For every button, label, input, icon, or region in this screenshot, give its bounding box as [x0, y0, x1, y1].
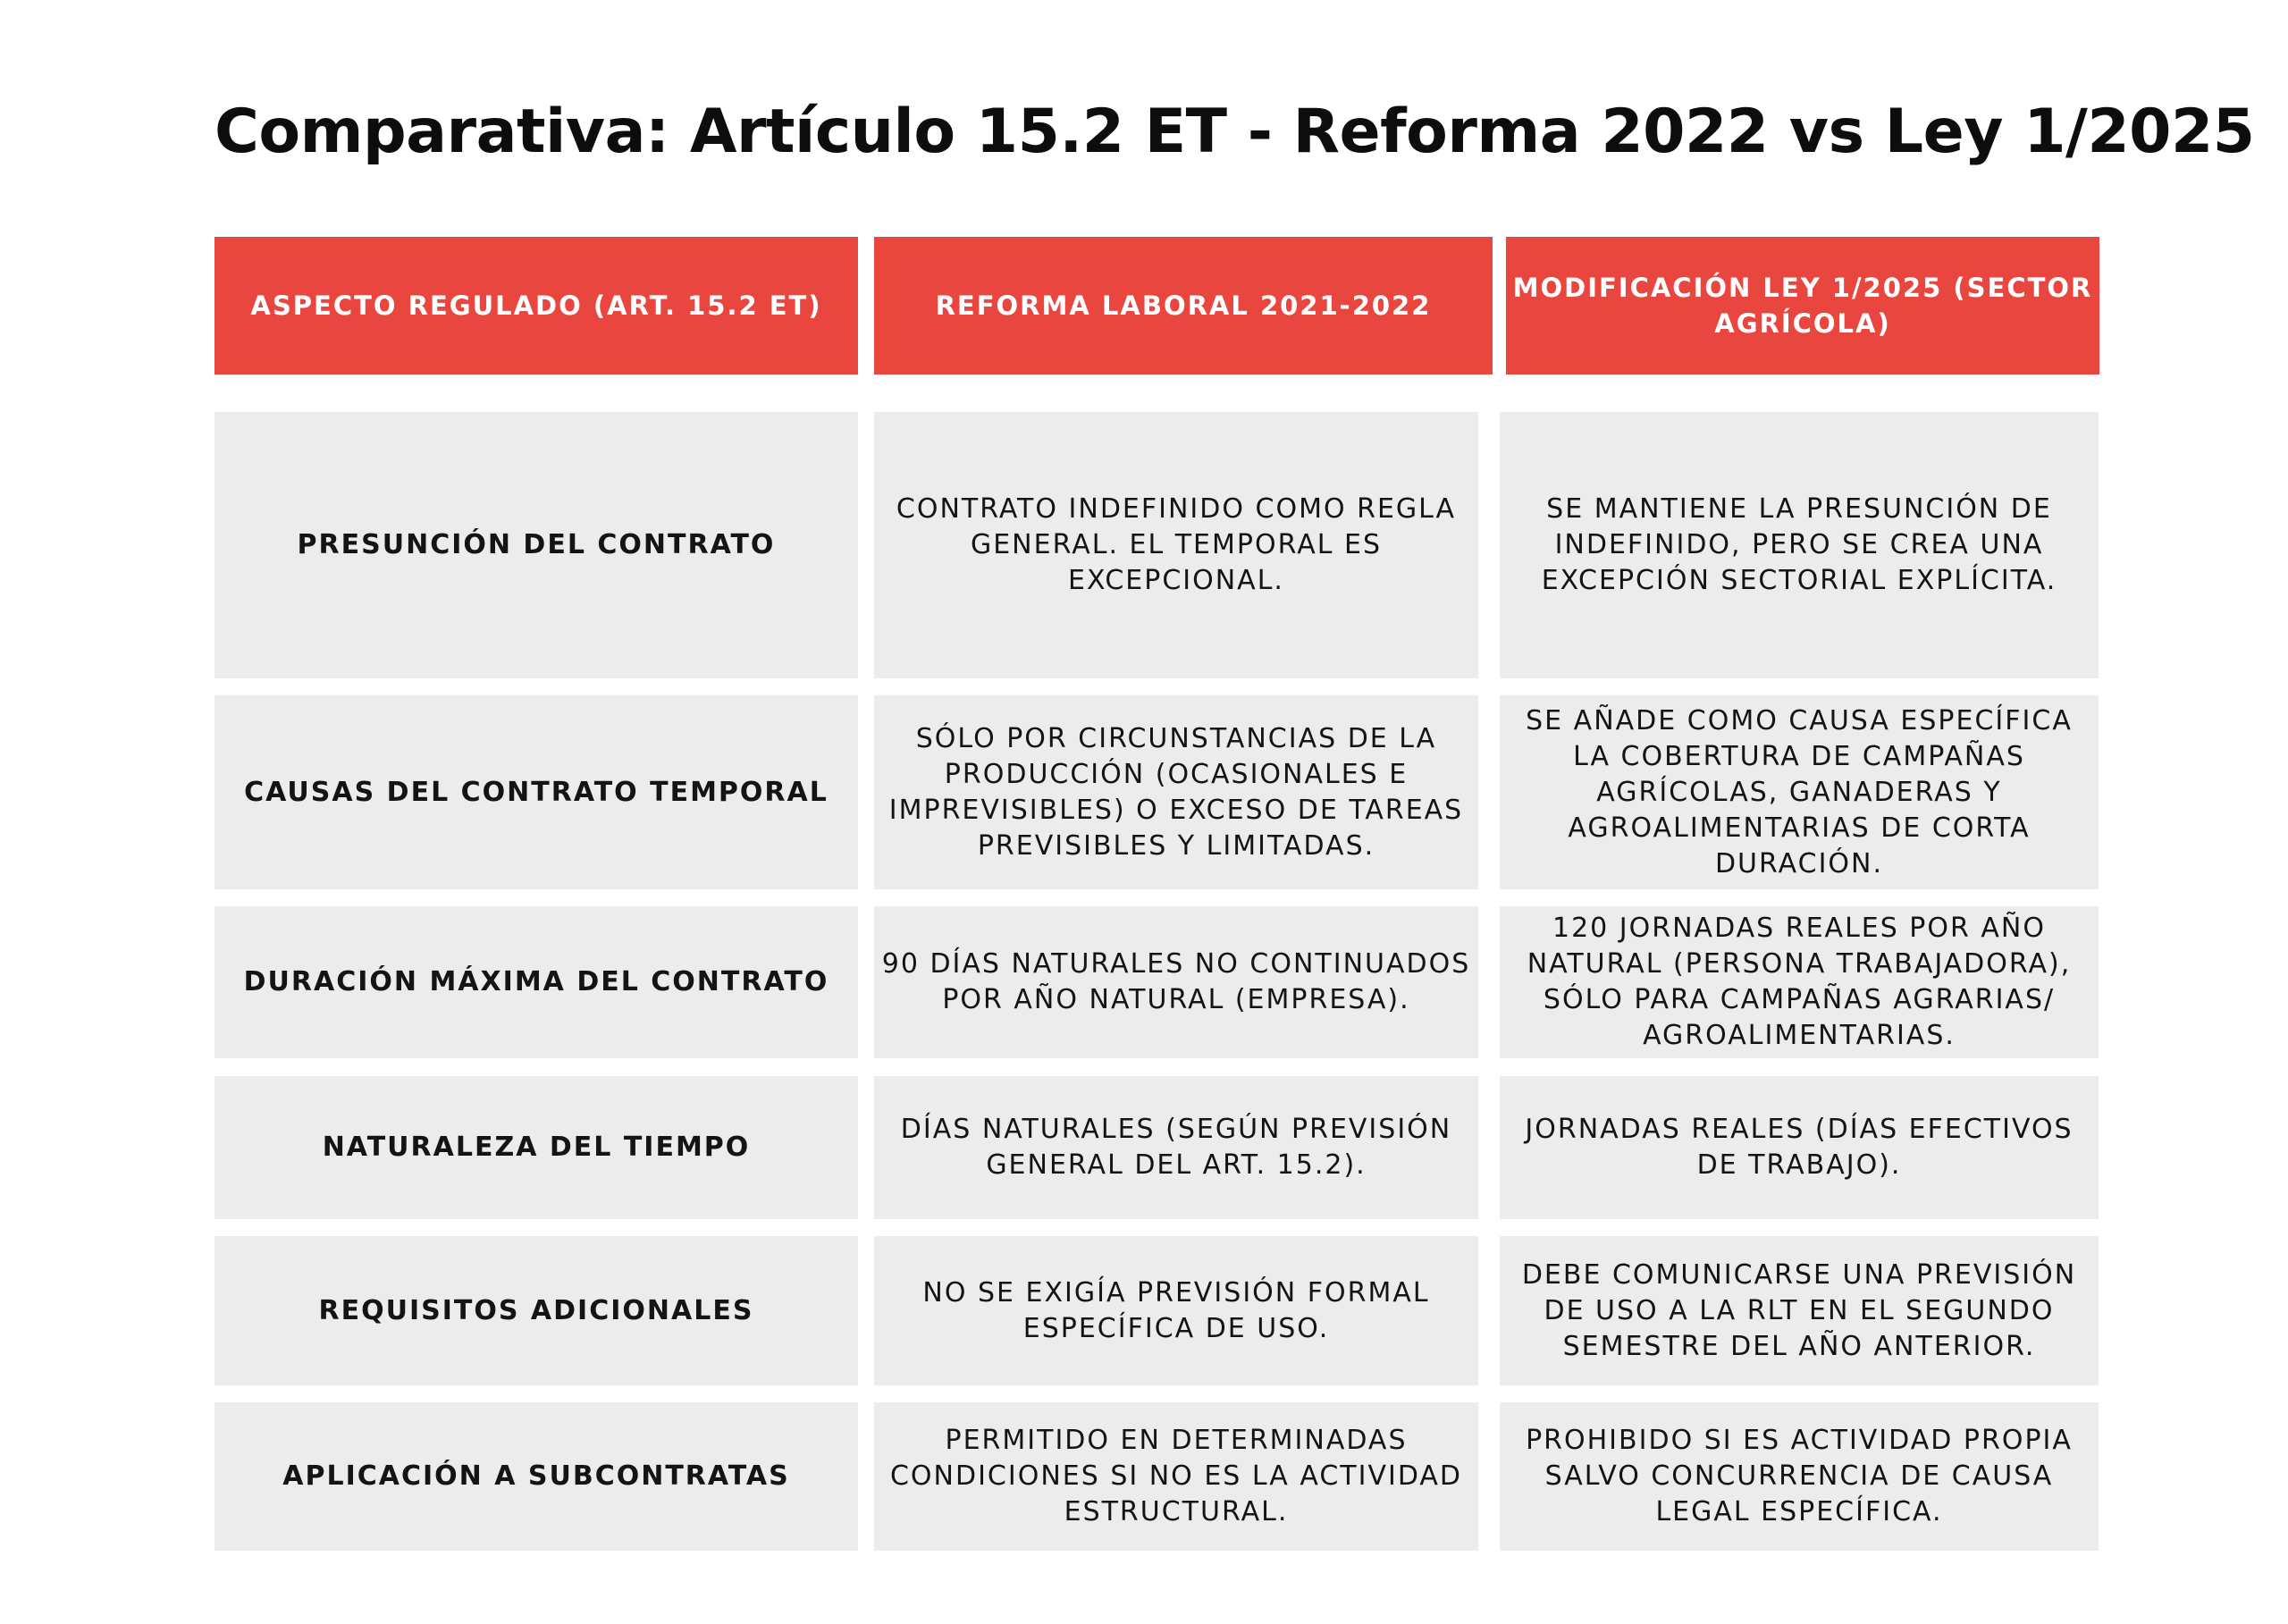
table-row-3-reform-2022: 90 DÍAS NATURALES NO CONTINUADOS POR AÑO NATURAL (EMPRESA). — [874, 906, 1478, 1058]
table-row-4-aspect: NATURALEZA DEL TIEMPO — [214, 1076, 858, 1219]
table-row-3-aspect: DURACIÓN MÁXIMA DEL CONTRATO — [214, 906, 858, 1058]
table-row-4-reform-2022: DÍAS NATURALES (SEGÚN PREVISIÓN GENERAL DEL ART. 15.2). — [874, 1076, 1478, 1219]
table-row-2-law-2025: SE AÑADE COMO CAUSA ESPECÍFICA LA COBERTURA DE CAMPAÑAS AGRÍCOLAS, GANADERAS Y AGROALIMENTARIAS DE CORTA DURACIÓN. — [1500, 695, 2099, 889]
table-row-6-reform-2022: PERMITIDO EN DETERMINADAS CONDICIONES SI NO ES LA ACTIVIDAD ESTRUCTURAL. — [874, 1402, 1478, 1551]
table-row-2-aspect: CAUSAS DEL CONTRATO TEMPORAL — [214, 695, 858, 889]
page-title: Comparativa: Artículo 15.2 ET - Reforma 2022 vs Ley 1/2025 — [214, 97, 2255, 167]
column-header-aspecto: ASPECTO REGULADO (ART. 15.2 ET) — [214, 237, 858, 374]
table-row-3-law-2025: 120 JORNADAS REALES POR AÑO NATURAL (PERSONA TRABAJADORA), SÓLO PARA CAMPAÑAS AGRARIAS/ AGROALIMENTARIAS. — [1500, 906, 2099, 1058]
table-row-6-law-2025: PROHIBIDO SI ES ACTIVIDAD PROPIA SALVO CONCURRENCIA DE CAUSA LEGAL ESPECÍFICA. — [1500, 1402, 2099, 1551]
table-row-1-reform-2022: CONTRATO INDEFINIDO COMO REGLA GENERAL. EL TEMPORAL ES EXCEPCIONAL. — [874, 412, 1478, 678]
table-row-5-law-2025: DEBE COMUNICARSE UNA PREVISIÓN DE USO A LA RLT EN EL SEGUNDO SEMESTRE DEL AÑO ANTERIOR. — [1500, 1236, 2099, 1385]
table-row-5-reform-2022: NO SE EXIGÍA PREVISIÓN FORMAL ESPECÍFICA DE USO. — [874, 1236, 1478, 1385]
table-row-5-aspect: REQUISITOS ADICIONALES — [214, 1236, 858, 1385]
table-row-4-law-2025: JORNADAS REALES (DÍAS EFECTIVOS DE TRABAJO). — [1500, 1076, 2099, 1219]
column-header-reforma-2022: REFORMA LABORAL 2021-2022 — [874, 237, 1493, 374]
column-header-ley-2025: MODIFICACIÓN LEY 1/2025 (SECTOR AGRÍCOLA) — [1506, 237, 2099, 374]
table-row-1-aspect: PRESUNCIÓN DEL CONTRATO — [214, 412, 858, 678]
table-row-1-law-2025: SE MANTIENE LA PRESUNCIÓN DE INDEFINIDO, PERO SE CREA UNA EXCEPCIÓN SECTORIAL EXPLÍCITA. — [1500, 412, 2099, 678]
table-row-6-aspect: APLICACIÓN A SUBCONTRATAS — [214, 1402, 858, 1551]
table-row-2-reform-2022: SÓLO POR CIRCUNSTANCIAS DE LA PRODUCCIÓN (OCASIONALES E IMPREVISIBLES) O EXCESO DE TAREAS PREVISIBLES Y LIMITADAS. — [874, 695, 1478, 889]
